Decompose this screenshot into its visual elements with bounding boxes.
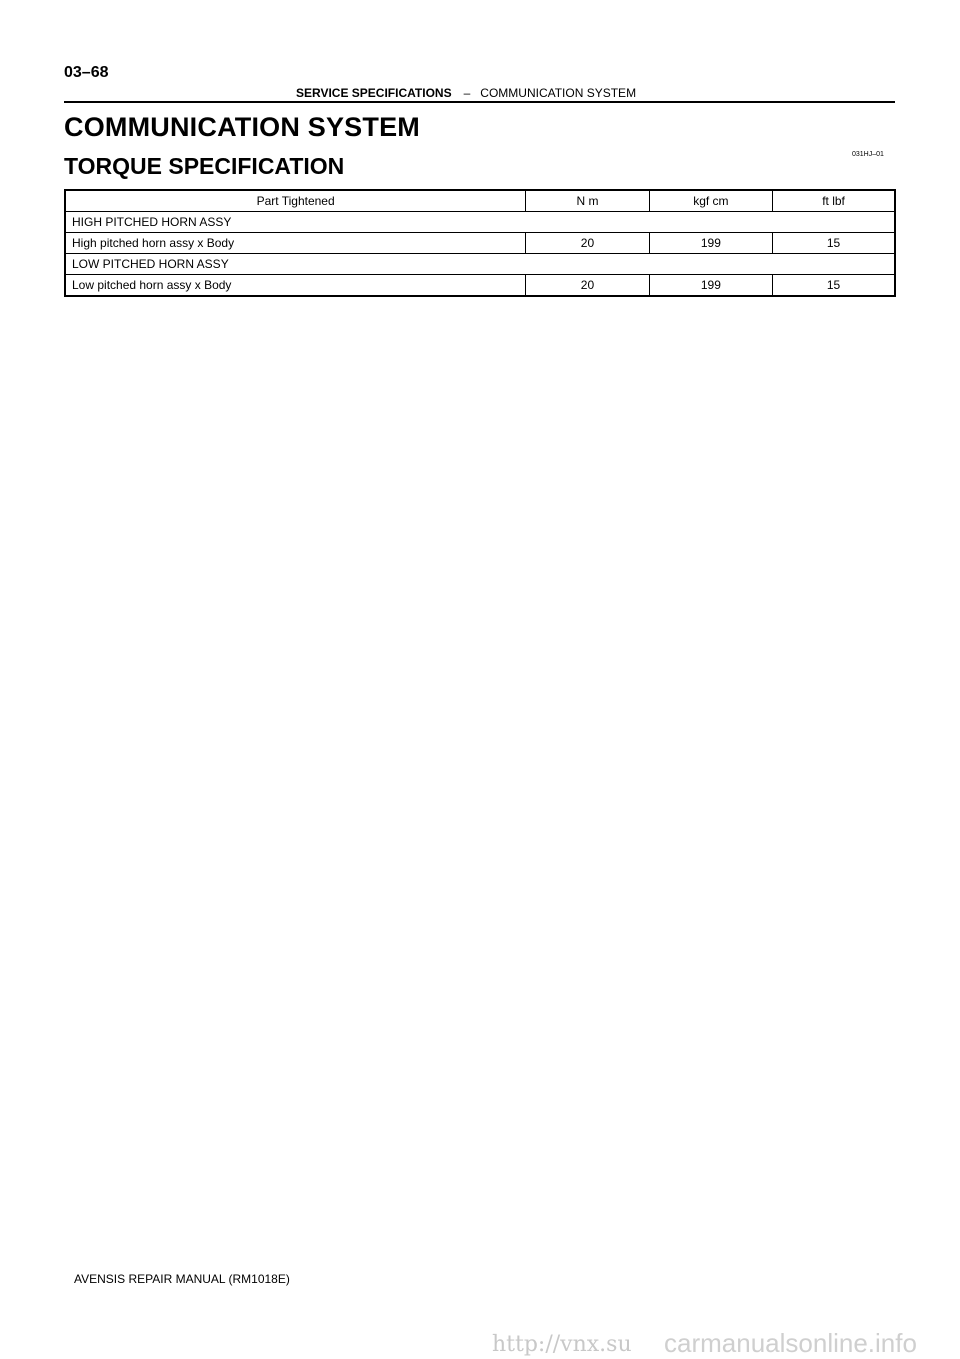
group-label: HIGH PITCHED HORN ASSY — [65, 212, 895, 233]
page-title: COMMUNICATION SYSTEM — [64, 112, 420, 142]
column-header-nm: N m — [526, 190, 649, 212]
kgf-cm-cell: 199 — [649, 275, 772, 297]
part-cell: High pitched horn assy x Body — [65, 233, 526, 254]
table-row — [65, 233, 895, 254]
ft-lbf-cell: 15 — [773, 275, 895, 297]
footer-manual-title: AVENSIS REPAIR MANUAL (RM1018E) — [74, 1272, 290, 1286]
column-header-part: Part Tightened — [65, 190, 526, 212]
part-cell: Low pitched horn assy x Body — [65, 275, 526, 297]
site-watermark: carmanualsonline.info — [664, 1328, 917, 1358]
section-title: TORQUE SPECIFICATION — [64, 153, 345, 179]
page-number: 03–68 — [64, 64, 109, 81]
watermark-url: http://vnx.su — [492, 1332, 632, 1357]
header-rule — [64, 101, 895, 103]
nm-cell: 20 — [526, 233, 649, 254]
kgf-cm-cell: 199 — [649, 233, 772, 254]
header-separator: – — [463, 86, 471, 100]
nm-cell: 20 — [526, 275, 649, 297]
header-subsection: COMMUNICATION SYSTEM — [480, 86, 637, 100]
group-label: LOW PITCHED HORN ASSY — [65, 254, 895, 275]
document-code: 031HJ–01 — [852, 151, 884, 158]
running-header — [296, 86, 636, 100]
column-header-kgf-cm: kgf cm — [649, 190, 772, 212]
header-section: SERVICE SPECIFICATIONS — [296, 86, 452, 100]
table-header-row — [65, 190, 895, 212]
torque-spec-table — [64, 189, 896, 297]
ft-lbf-cell: 15 — [773, 233, 895, 254]
table-row — [65, 275, 895, 297]
column-header-ft-lbf: ft lbf — [773, 190, 895, 212]
table-group-row — [65, 212, 895, 233]
table-group-row — [65, 254, 895, 275]
